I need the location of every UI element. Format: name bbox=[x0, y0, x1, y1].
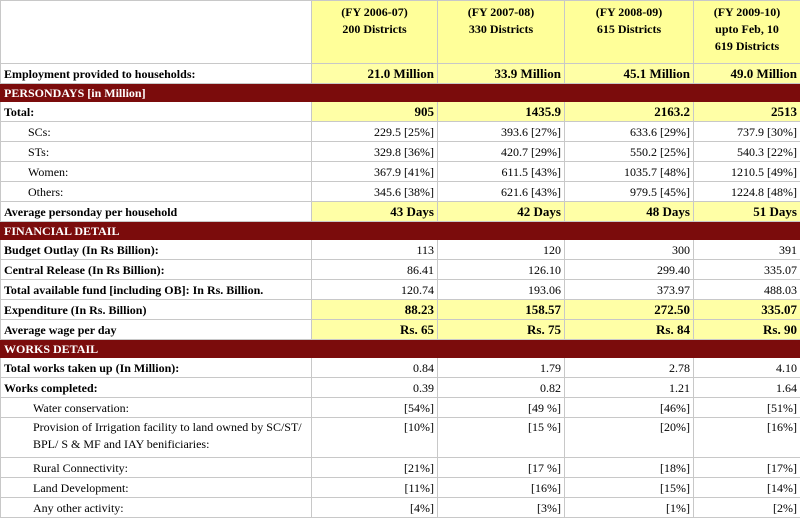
value-cell: 621.6 [43%] bbox=[438, 182, 565, 202]
average-wage-row bbox=[1, 320, 800, 340]
value-cell: 1035.7 [48%] bbox=[565, 162, 694, 182]
row-label: Rural Connectivity: bbox=[1, 458, 312, 478]
value-cell: 272.50 bbox=[565, 300, 694, 320]
value-cell: 229.5 [25%] bbox=[312, 122, 438, 142]
table-row bbox=[1, 162, 800, 182]
value-cell: 1435.9 bbox=[438, 102, 565, 122]
row-label: Water conservation: bbox=[1, 398, 312, 418]
table-row bbox=[1, 498, 800, 518]
value-cell: [20%] bbox=[565, 418, 694, 458]
row-label: Women: bbox=[1, 162, 312, 182]
table-row bbox=[1, 358, 800, 378]
row-label: STs: bbox=[1, 142, 312, 162]
table-row bbox=[1, 142, 800, 162]
value-cell: 2.78 bbox=[565, 358, 694, 378]
value-cell: 1.79 bbox=[438, 358, 565, 378]
value-cell: [11%] bbox=[312, 478, 438, 498]
value-cell: [54%] bbox=[312, 398, 438, 418]
value-cell: [16%] bbox=[438, 478, 565, 498]
value-cell: [4%] bbox=[312, 498, 438, 518]
value-cell: 1210.5 [49%] bbox=[694, 162, 800, 182]
value-cell: 540.3 [22%] bbox=[694, 142, 800, 162]
section-title: PERSONDAYS [in Million] bbox=[1, 84, 800, 102]
value-cell: [16%] bbox=[694, 418, 800, 458]
value-cell: [10%] bbox=[312, 418, 438, 458]
value-cell: [46%] bbox=[565, 398, 694, 418]
value-cell: [14%] bbox=[694, 478, 800, 498]
row-label: Provision of Irrigation facility to land owned by SC/ST/ BPL/ S & MF and IAY benificiaries: bbox=[1, 418, 312, 458]
value-cell: 391 bbox=[694, 240, 800, 260]
value-cell: 0.39 bbox=[312, 378, 438, 398]
value-cell: 1224.8 [48%] bbox=[694, 182, 800, 202]
value-cell: 48 Days bbox=[565, 202, 694, 222]
value-cell: [1%] bbox=[565, 498, 694, 518]
value-cell: 335.07 bbox=[694, 260, 800, 280]
row-label: Total: bbox=[1, 102, 312, 122]
average-personday-row bbox=[1, 202, 800, 222]
value-cell: 1.64 bbox=[694, 378, 800, 398]
value-cell: 550.2 [25%] bbox=[565, 142, 694, 162]
table-row bbox=[1, 418, 800, 458]
value-cell: 633.6 [29%] bbox=[565, 122, 694, 142]
value-cell: 33.9 Million bbox=[438, 64, 565, 84]
value-cell: 120.74 bbox=[312, 280, 438, 300]
value-cell: [3%] bbox=[438, 498, 565, 518]
value-cell: 21.0 Million bbox=[312, 64, 438, 84]
header-fy-2006-07: (FY 2006-07) 200 Districts bbox=[312, 1, 438, 64]
header-fy-2009-10: (FY 2009-10) upto Feb, 10 619 Districts bbox=[694, 1, 800, 64]
value-cell: 4.10 bbox=[694, 358, 800, 378]
row-label: Expenditure (In Rs. Billion) bbox=[1, 300, 312, 320]
value-cell: 49.0 Million bbox=[694, 64, 800, 84]
value-cell: 367.9 [41%] bbox=[312, 162, 438, 182]
value-cell: [21%] bbox=[312, 458, 438, 478]
value-cell: Rs. 75 bbox=[438, 320, 565, 340]
header-blank bbox=[1, 1, 312, 64]
table-row bbox=[1, 398, 800, 418]
table-row bbox=[1, 182, 800, 202]
value-cell: 193.06 bbox=[438, 280, 565, 300]
value-cell: 42 Days bbox=[438, 202, 565, 222]
section-header-financial bbox=[1, 222, 800, 240]
value-cell: 1.21 bbox=[565, 378, 694, 398]
value-cell: 299.40 bbox=[565, 260, 694, 280]
value-cell: 979.5 [45%] bbox=[565, 182, 694, 202]
row-label: Others: bbox=[1, 182, 312, 202]
value-cell: 737.9 [30%] bbox=[694, 122, 800, 142]
value-cell: 126.10 bbox=[438, 260, 565, 280]
value-cell: 0.82 bbox=[438, 378, 565, 398]
header-fy-2008-09: (FY 2008-09) 615 Districts bbox=[565, 1, 694, 64]
value-cell: 86.41 bbox=[312, 260, 438, 280]
row-label: Average wage per day bbox=[1, 320, 312, 340]
header-row bbox=[1, 1, 800, 64]
section-header-works bbox=[1, 340, 800, 358]
value-cell: [17 %] bbox=[438, 458, 565, 478]
row-label: Central Release (In Rs Billion): bbox=[1, 260, 312, 280]
row-label: Any other activity: bbox=[1, 498, 312, 518]
value-cell: 905 bbox=[312, 102, 438, 122]
value-cell: 88.23 bbox=[312, 300, 438, 320]
value-cell: 329.8 [36%] bbox=[312, 142, 438, 162]
row-label: Land Development: bbox=[1, 478, 312, 498]
value-cell: 393.6 [27%] bbox=[438, 122, 565, 142]
value-cell: 2163.2 bbox=[565, 102, 694, 122]
table-row bbox=[1, 280, 800, 300]
table-row bbox=[1, 260, 800, 280]
value-cell: 113 bbox=[312, 240, 438, 260]
value-cell: 373.97 bbox=[565, 280, 694, 300]
value-cell: [49 %] bbox=[438, 398, 565, 418]
value-cell: 488.03 bbox=[694, 280, 800, 300]
row-label: Budget Outlay (In Rs Billion): bbox=[1, 240, 312, 260]
section-title: FINANCIAL DETAIL bbox=[1, 222, 800, 240]
employment-row bbox=[1, 64, 800, 84]
value-cell: [18%] bbox=[565, 458, 694, 478]
table-row bbox=[1, 122, 800, 142]
row-label: Total available fund [including OB]: In Rs. Billion. bbox=[1, 280, 312, 300]
section-title: WORKS DETAIL bbox=[1, 340, 800, 358]
value-cell: 51 Days bbox=[694, 202, 800, 222]
row-label: SCs: bbox=[1, 122, 312, 142]
value-cell: 45.1 Million bbox=[565, 64, 694, 84]
section-header-persondays bbox=[1, 84, 800, 102]
value-cell: 420.7 [29%] bbox=[438, 142, 565, 162]
value-cell: 158.57 bbox=[438, 300, 565, 320]
row-label: Employment provided to households: bbox=[1, 64, 312, 84]
table-row bbox=[1, 478, 800, 498]
value-cell: [17%] bbox=[694, 458, 800, 478]
value-cell: 2513 bbox=[694, 102, 800, 122]
table-row bbox=[1, 458, 800, 478]
value-cell: Rs. 84 bbox=[565, 320, 694, 340]
expenditure-row bbox=[1, 300, 800, 320]
row-label: Average personday per household bbox=[1, 202, 312, 222]
value-cell: 335.07 bbox=[694, 300, 800, 320]
table-row bbox=[1, 378, 800, 398]
value-cell: 0.84 bbox=[312, 358, 438, 378]
value-cell: Rs. 90 bbox=[694, 320, 800, 340]
value-cell: Rs. 65 bbox=[312, 320, 438, 340]
value-cell: [51%] bbox=[694, 398, 800, 418]
value-cell: 611.5 [43%] bbox=[438, 162, 565, 182]
row-label: Works completed: bbox=[1, 378, 312, 398]
persondays-total-row bbox=[1, 102, 800, 122]
header-fy-2007-08: (FY 2007-08) 330 Districts bbox=[438, 1, 565, 64]
value-cell: 345.6 [38%] bbox=[312, 182, 438, 202]
row-label: Total works taken up (In Million): bbox=[1, 358, 312, 378]
value-cell: [15 %] bbox=[438, 418, 565, 458]
value-cell: [15%] bbox=[565, 478, 694, 498]
table-row bbox=[1, 240, 800, 260]
value-cell: 300 bbox=[565, 240, 694, 260]
value-cell: 43 Days bbox=[312, 202, 438, 222]
value-cell: [2%] bbox=[694, 498, 800, 518]
value-cell: 120 bbox=[438, 240, 565, 260]
